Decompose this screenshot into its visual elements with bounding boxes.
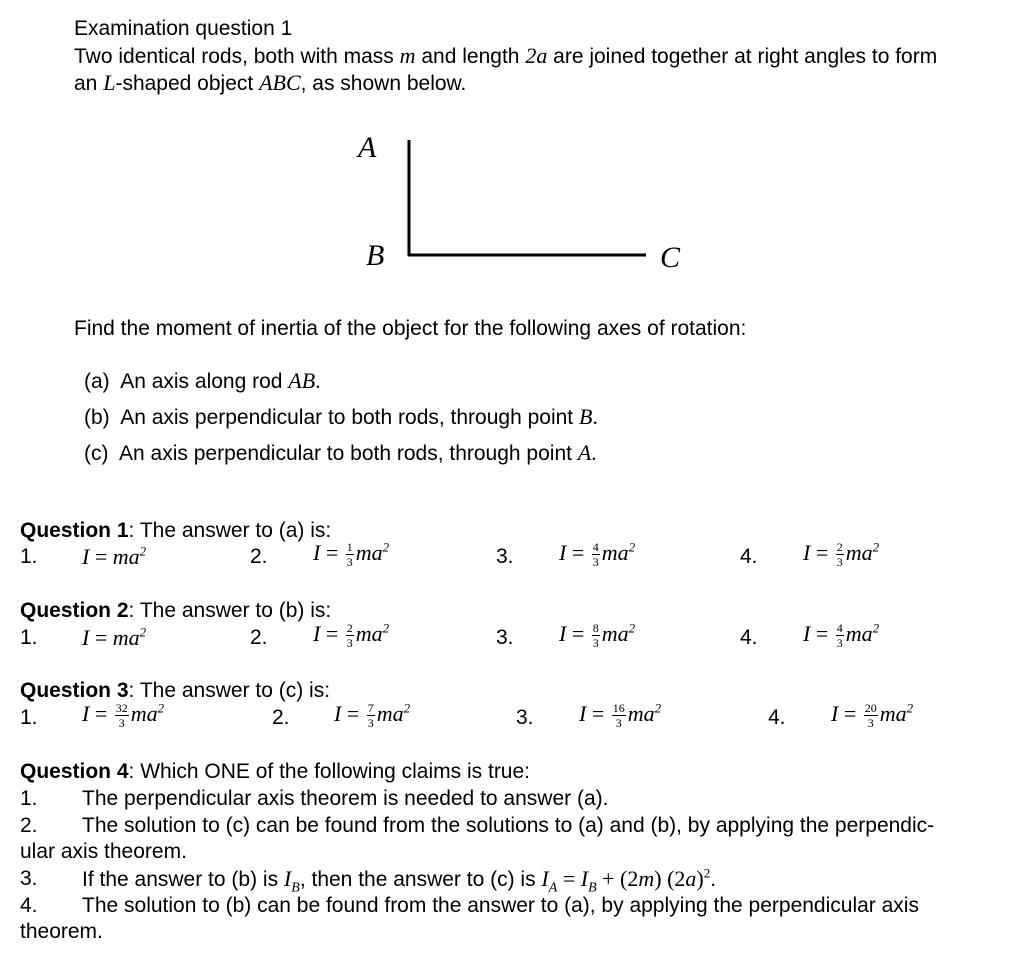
- eq: =: [815, 540, 829, 565]
- label-a: A: [358, 131, 377, 164]
- eq: =: [571, 540, 585, 565]
- intro-text: , as shown below.: [300, 72, 467, 95]
- op: ) (2: [654, 866, 686, 891]
- intro-text: and length: [415, 45, 526, 68]
- exp: 2: [872, 620, 880, 636]
- q3-opt2-num: 2.: [272, 706, 290, 729]
- question-2-heading: [20, 598, 331, 623]
- sub: B: [291, 880, 300, 896]
- task-end: .: [315, 369, 321, 393]
- lhs: I: [559, 540, 567, 565]
- q3-opt1-num: 1.: [20, 706, 38, 729]
- q1-opt2-expr: [313, 540, 389, 568]
- exp: 2: [382, 539, 390, 555]
- frac-den: 3: [592, 555, 599, 570]
- question-3-heading: [20, 678, 330, 703]
- text: If the answer to (b) is: [82, 868, 284, 891]
- eq: =: [325, 621, 339, 646]
- intro-text: -shaped object: [115, 72, 260, 95]
- q2-opt2-expr: [313, 621, 389, 649]
- task-text: An axis along rod: [120, 370, 289, 393]
- lhs: I: [82, 544, 90, 569]
- var: I: [541, 866, 549, 891]
- frac-num: 8: [592, 621, 599, 636]
- frac-den: 3: [592, 636, 599, 651]
- lhs: I: [803, 621, 811, 646]
- eq: =: [557, 866, 581, 891]
- q1-opt3-expr: [559, 540, 635, 568]
- q2-opt3-expr: [559, 621, 635, 649]
- task-math: AB: [288, 368, 316, 393]
- eq: =: [815, 621, 829, 646]
- intro-text: are joined together at right angles to form: [547, 45, 938, 68]
- frac-den: 3: [867, 716, 874, 731]
- frac-num: 20: [864, 701, 877, 716]
- exp: 2: [906, 700, 914, 716]
- q3-opt4-expr: [831, 701, 913, 729]
- fraction: [346, 541, 354, 568]
- frac-num: 4: [592, 540, 599, 555]
- task-tag: (c): [84, 442, 109, 465]
- q3-opt1-expr: [82, 701, 164, 729]
- var: ma: [112, 544, 140, 569]
- q2-opt3-num: 3.: [496, 626, 514, 649]
- task-math: A: [577, 440, 592, 465]
- frac-num: 32: [115, 701, 128, 716]
- exp: 2: [139, 624, 147, 640]
- lhs: I: [579, 701, 587, 726]
- q1-opt2-num: 2.: [250, 545, 268, 568]
- q2-opt1-num: 1.: [20, 626, 38, 649]
- task-item-c: [84, 440, 597, 466]
- fraction: [346, 622, 354, 649]
- exp: 2: [628, 539, 636, 555]
- exp: 2: [654, 700, 662, 716]
- task-math: B: [578, 404, 593, 429]
- task-text: An axis perpendicular to both rods, through point: [119, 442, 578, 465]
- text: .: [710, 868, 717, 891]
- label-c: C: [660, 241, 681, 274]
- frac-den: 3: [615, 716, 622, 731]
- fraction: [864, 702, 878, 729]
- q3-opt3-expr: [579, 701, 661, 729]
- question-4-heading: [20, 759, 530, 784]
- question-rest: : The answer to (a) is:: [128, 519, 332, 542]
- eq: =: [591, 701, 605, 726]
- frac-den: 3: [346, 636, 353, 651]
- q2-opt4-expr: [803, 621, 879, 649]
- eq: =: [325, 540, 339, 565]
- eq: =: [571, 621, 585, 646]
- eq: =: [94, 625, 108, 650]
- frac-num: 4: [836, 621, 843, 636]
- eq: =: [94, 544, 108, 569]
- q4-claim1-num: 1.: [20, 787, 38, 810]
- task-item-a: [84, 368, 320, 394]
- fraction: [367, 702, 375, 729]
- lhs: I: [803, 540, 811, 565]
- question-title: Question 4: [20, 760, 129, 783]
- q4-claim4-num: 4.: [20, 894, 38, 917]
- var: ma: [601, 540, 629, 565]
- question-rest: : The answer to (b) is:: [128, 599, 332, 622]
- fraction: [612, 702, 626, 729]
- fraction: [592, 622, 600, 649]
- lhs: I: [82, 625, 90, 650]
- lhs: I: [313, 621, 321, 646]
- task-tag: (a): [84, 370, 110, 393]
- q2-opt4-num: 4.: [740, 626, 758, 649]
- frac-den: 3: [836, 555, 843, 570]
- exp: 2: [872, 539, 880, 555]
- task-text: An axis perpendicular to both rods, through point: [120, 406, 579, 429]
- task-prompt: Find the moment of inertia of the object for the following axes of rotation:: [74, 317, 747, 340]
- var: ma: [376, 701, 404, 726]
- lhs: I: [82, 701, 90, 726]
- q3-opt4-num: 4.: [768, 706, 786, 729]
- var: ma: [112, 625, 140, 650]
- eq: =: [843, 701, 857, 726]
- intro-text: Two identical rods, both with mass: [74, 45, 400, 68]
- fraction: [592, 541, 600, 568]
- frac-num: 2: [836, 540, 843, 555]
- question-1-heading: [20, 518, 331, 543]
- q1-opt4-expr: [803, 540, 879, 568]
- q1-opt3-num: 3.: [496, 545, 514, 568]
- exam-title: Examination question 1: [74, 17, 293, 40]
- frac-num: 16: [612, 701, 625, 716]
- q3-opt3-num: 3.: [516, 706, 534, 729]
- math-2a: 2a: [525, 43, 548, 68]
- op: ): [696, 866, 704, 891]
- math-m: m: [399, 43, 416, 68]
- task-end: .: [592, 405, 598, 429]
- q2-opt1-expr: [82, 625, 146, 651]
- eq: =: [346, 701, 360, 726]
- question-rest: : The answer to (c) is:: [128, 679, 331, 702]
- lhs: I: [559, 621, 567, 646]
- frac-num: 2: [346, 621, 353, 636]
- exp: 2: [157, 700, 165, 716]
- var: ma: [601, 621, 629, 646]
- lhs: I: [313, 540, 321, 565]
- q4-claim2-text-b: ular axis theorem.: [20, 840, 187, 863]
- q4-claim3-num: 3.: [20, 867, 38, 890]
- math-expression: [541, 865, 711, 896]
- text: , then the answer to (c) is: [299, 868, 542, 891]
- eq: =: [94, 701, 108, 726]
- var: m: [638, 866, 655, 891]
- var: ma: [130, 701, 158, 726]
- q1-opt1-expr: [82, 544, 146, 570]
- var: ma: [355, 540, 383, 565]
- fraction: [836, 622, 844, 649]
- var: ma: [845, 621, 873, 646]
- label-b: B: [366, 239, 385, 272]
- frac-num: 1: [346, 540, 353, 555]
- q4-claim3-text: [82, 865, 717, 896]
- frac-den: 3: [836, 636, 843, 651]
- q1-opt1-num: 1.: [20, 545, 38, 568]
- math-IB: [283, 866, 300, 896]
- question-title: Question 1: [20, 519, 129, 542]
- q3-opt2-expr: [334, 701, 410, 729]
- lhs: I: [334, 701, 342, 726]
- exp: 2: [703, 865, 711, 881]
- lhs: I: [831, 701, 839, 726]
- l-shape-svg: [0, 0, 1024, 300]
- exp: 2: [403, 700, 411, 716]
- fraction: [836, 541, 844, 568]
- frac-den: 3: [118, 716, 125, 731]
- intro-text: an: [74, 72, 104, 95]
- q4-claim4-text-a: The solution to (b) can be found from the answer to (a), by applying the perpendicular axis: [82, 894, 919, 917]
- math-ABC: ABC: [259, 70, 301, 95]
- sub: B: [588, 880, 597, 896]
- fraction: [115, 702, 129, 729]
- var: ma: [627, 701, 655, 726]
- q2-opt2-num: 2.: [250, 626, 268, 649]
- var: ma: [845, 540, 873, 565]
- frac-num: 7: [367, 701, 374, 716]
- var: I: [580, 866, 589, 891]
- question-rest: : Which ONE of the following claims is true:: [128, 760, 531, 783]
- frac-den: 3: [367, 716, 374, 731]
- exp: 2: [139, 543, 147, 559]
- exp: 2: [382, 620, 390, 636]
- var: ma: [355, 621, 383, 646]
- q1-opt4-num: 4.: [740, 545, 758, 568]
- q4-claim2-text-a: The solution to (c) can be found from the solutions to (a) and (b), by applying the perpendic-: [82, 814, 935, 837]
- q4-claim2-num: 2.: [20, 814, 38, 837]
- op: + (2: [596, 866, 639, 891]
- question-title: Question 2: [20, 599, 129, 622]
- question-title: Question 3: [20, 679, 129, 702]
- math-L: L: [103, 70, 116, 95]
- q4-claim4-text-b: theorem.: [20, 920, 103, 943]
- sub: A: [548, 880, 558, 896]
- exp: 2: [628, 620, 636, 636]
- task-tag: (b): [84, 406, 110, 429]
- var: a: [685, 866, 697, 891]
- frac-den: 3: [346, 555, 353, 570]
- task-end: .: [591, 441, 597, 465]
- var: ma: [879, 701, 907, 726]
- task-item-b: [84, 404, 598, 430]
- var: I: [283, 866, 292, 891]
- q4-claim1-text: The perpendicular axis theorem is needed to answer (a).: [82, 787, 609, 810]
